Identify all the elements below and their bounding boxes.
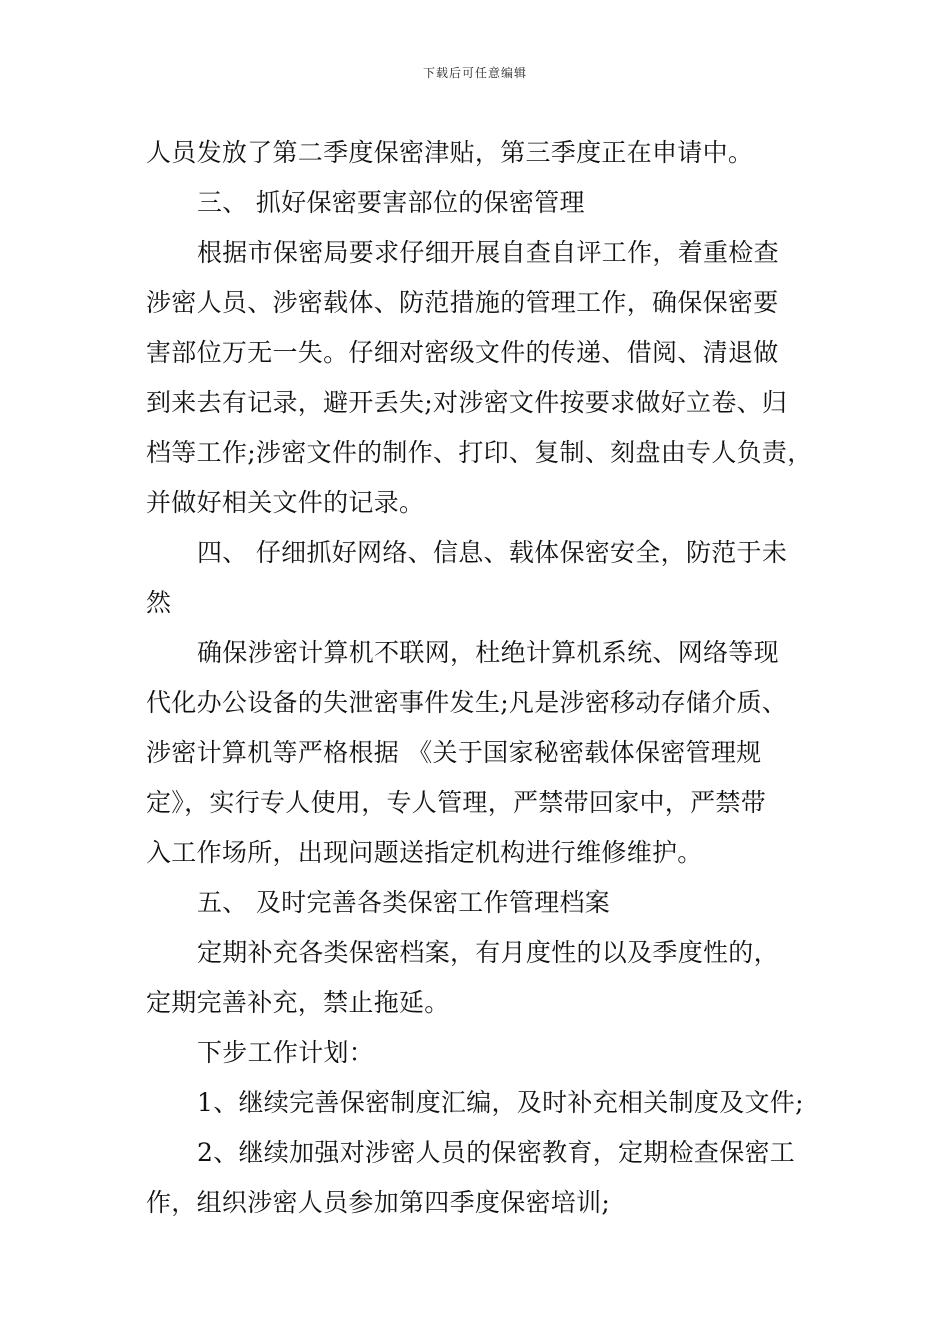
paragraph-line: 确保涉密计算机不联网，杜绝计算机系统、网络等现 <box>197 638 779 667</box>
paragraph-line: 档等工作;涉密文件的制作、打印、复制、刻盘由专人负责， <box>146 438 813 467</box>
paragraph-line: 并做好相关文件的记录。 <box>146 488 425 517</box>
plan-item-1: 1、继续完善保密制度汇编，及时补充相关制度及文件; <box>197 1088 804 1117</box>
page-header: 下载后可任意编辑 <box>422 66 527 80</box>
plan-item-2: 2、继续加强对涉密人员的保密教育，定期检查保密工 <box>197 1138 796 1167</box>
paragraph-line: 害部位万无一失。仔细对密级文件的传递、借阅、清退做 <box>146 338 779 367</box>
paragraph-line: 根据市保密局要求仔细开展自查自评工作，着重检查 <box>197 238 779 267</box>
paragraph-line: 定期完善补充，禁止拖延。 <box>146 988 450 1017</box>
plan-heading: 下步工作计划： <box>197 1038 375 1067</box>
paragraph-line: 涉密计算机等严格根据 《关于国家秘密载体保密管理规 <box>146 738 762 767</box>
section-heading-4-continued: 然 <box>146 588 172 617</box>
paragraph-line: 涉密人员、涉密载体、防范措施的管理工作，确保保密要 <box>146 288 779 317</box>
plan-item-2-continued: 作，组织涉密人员参加第四季度保密培训; <box>146 1188 611 1217</box>
paragraph-line: 代化办公设备的失泄密事件发生;凡是涉密移动存储介质、 <box>146 688 788 717</box>
paragraph-line: 到来去有记录，避开丢失;对涉密文件按要求做好立卷、归 <box>146 388 788 417</box>
section-heading-5: 五、 及时完善各类保密工作管理档案 <box>197 888 611 917</box>
document-body <box>146 128 814 1228</box>
section-heading-4: 四、 仔细抓好网络、信息、载体保密安全，防范于未 <box>197 538 788 567</box>
paragraph-line: 入工作场所，出现问题送指定机构进行维修维护。 <box>146 838 703 867</box>
body-text-line: 人员发放了第二季度保密津贴，第三季度正在申请中。 <box>146 138 754 167</box>
paragraph-line: 定》，实行专人使用，专人管理，严禁带回家中，严禁带 <box>146 788 767 817</box>
section-heading-3: 三、 抓好保密要害部位的保密管理 <box>197 188 585 217</box>
paragraph-line: 定期补充各类保密档案，有月度性的以及季度性的， <box>197 938 779 967</box>
